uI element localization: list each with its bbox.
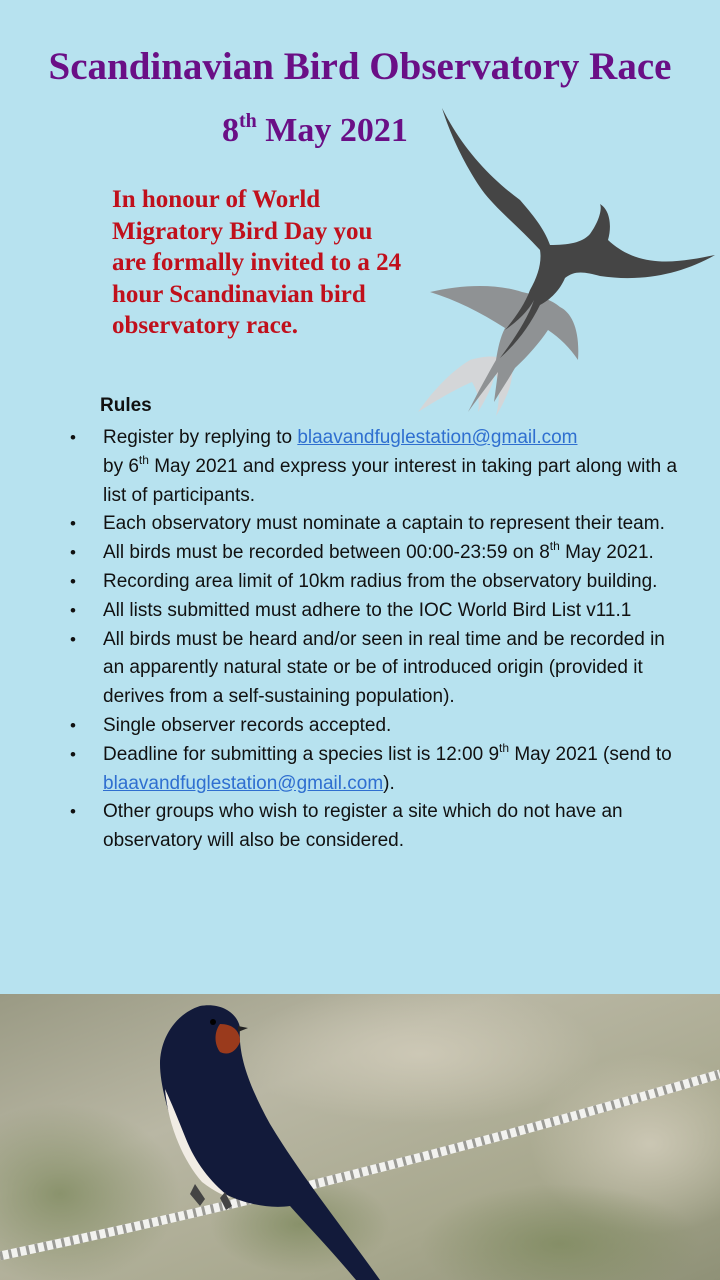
rule-time-text: All birds must be recorded between 00:00-23:59 on 8 xyxy=(103,542,550,564)
rule-single-observer: • Single observer records accepted. xyxy=(70,712,685,741)
rule-time-rest: May 2021. xyxy=(559,542,654,564)
rule-register-date: by 6 xyxy=(103,455,139,477)
date-suffix: th xyxy=(239,110,257,132)
rule-captain: • Each observatory must nominate a captain to represent their team. xyxy=(70,510,685,539)
rule-deadline-sup: th xyxy=(499,740,510,755)
rule-other-groups: • Other groups who wish to register a site which do not have an observatory will also be considered. xyxy=(70,798,685,856)
swallow-on-wire-photo xyxy=(0,994,720,1280)
rule-time-sup: th xyxy=(549,539,560,554)
rules-heading: Rules xyxy=(100,395,152,416)
swallow-silhouettes-illustration xyxy=(395,100,720,440)
event-date xyxy=(222,112,408,150)
rule-register-rest: May 2021 and express your interest in taking part along with a list of participants. xyxy=(103,455,678,506)
rule-recording-time xyxy=(70,539,685,568)
email-link[interactable]: blaavandfuglestation@gmail.com xyxy=(297,427,578,448)
poster-title: Scandinavian Bird Observatory Race xyxy=(48,45,672,88)
rule-deadline-end: ). xyxy=(383,772,395,794)
rule-register-text: Register by replying to xyxy=(103,427,298,448)
rules-list xyxy=(70,424,685,856)
rule-deadline-text: Deadline for submitting a species list is 12:00 9 xyxy=(103,743,500,765)
rule-register xyxy=(70,424,685,510)
date-rest: May 2021 xyxy=(265,112,408,149)
rule-ioc-list: • All lists submitted must adhere to the IOC World Bird List v11.1 xyxy=(70,597,685,626)
date-day: 8 xyxy=(222,112,239,149)
rule-area-limit: • Recording area limit of 10km radius from the observatory building. xyxy=(70,568,685,597)
rule-heard-seen: • All birds must be heard and/or seen in real time and be recorded in an apparently natural state or be of introduced origin (provided it derives from a self-sustaining population). xyxy=(70,626,685,712)
rule-register-sup: th xyxy=(138,452,149,467)
email-link-deadline[interactable]: blaavandfuglestation@gmail.com xyxy=(103,772,384,794)
rule-deadline xyxy=(70,741,685,799)
rule-deadline-mid: May 2021 (send to xyxy=(509,743,672,765)
invitation-text: In honour of World Migratory Bird Day you are formally invited to a 24 hour Scandinavian bird observatory race. xyxy=(112,186,402,339)
swallow-dark-icon xyxy=(442,108,715,358)
